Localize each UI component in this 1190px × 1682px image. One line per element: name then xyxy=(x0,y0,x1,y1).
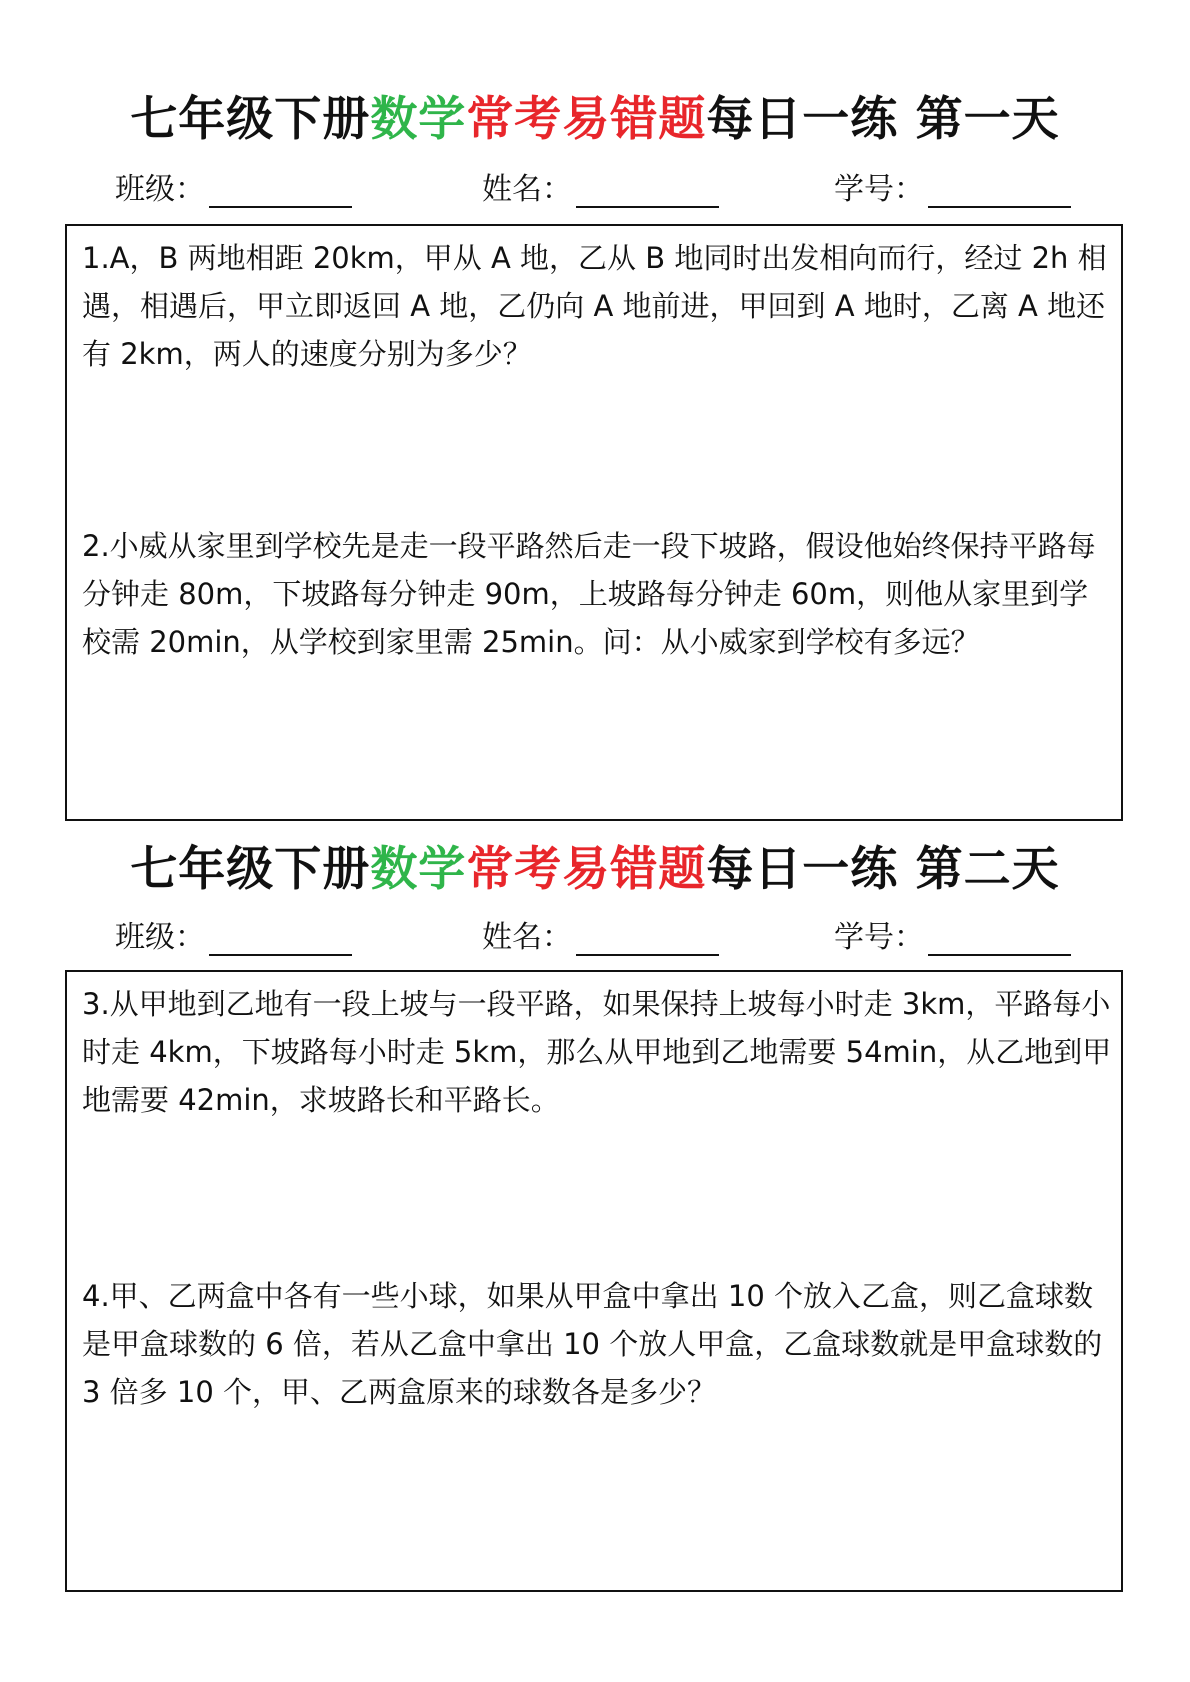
name-field xyxy=(482,916,572,960)
question-3: 3.从甲地到乙地有一段上坡与一段平路，如果保持上坡每小时走 3km，平路每小时走 4km，下坡路每小时走 5km，那么从甲地到乙地需要 54min，从乙地到甲地需要 42min，求坡路长和平路长。 xyxy=(82,987,1112,1117)
class-input-line[interactable] xyxy=(209,206,352,208)
page-title-day1 xyxy=(0,92,1190,148)
name-label: 姓名： xyxy=(482,172,572,207)
class-field xyxy=(115,916,205,960)
page-title-day2 xyxy=(0,842,1190,898)
question-box-day1 xyxy=(65,224,1123,821)
title-subject: 数学 xyxy=(370,842,467,897)
question-4: 4.甲、乙两盒中各有一些小球，如果从甲盒中拿出 10 个放入乙盒，则乙盒球数是甲盒球数的 6 倍，若从乙盒中拿出 10 个放人甲盒，乙盒球数就是甲盒球数的 3 倍多 10 个，甲、乙两盒原来的球数各是多少？ xyxy=(82,1279,1103,1409)
class-label: 班级： xyxy=(115,172,205,207)
name-input-line[interactable] xyxy=(576,954,719,956)
student-info-row-day1 xyxy=(0,168,1190,212)
title-suffix: 每日一练 第一天 xyxy=(706,92,1060,147)
title-highlight: 常考易错题 xyxy=(466,92,707,147)
title-highlight: 常考易错题 xyxy=(466,842,707,897)
student-id-field xyxy=(834,168,924,212)
student-id-label: 学号： xyxy=(834,172,924,207)
name-label: 姓名： xyxy=(482,920,572,955)
class-input-line[interactable] xyxy=(209,954,352,956)
question-2: 2.小威从家里到学校先是走一段平路然后走一段下坡路，假设他始终保持平路每分钟走 80m，下坡路每分钟走 90m，上坡路每分钟走 60m，则他从家里到学校需 20min，从学校到家里需 25min。问：从小威家到学校有多远？ xyxy=(82,529,1096,659)
student-id-input-line[interactable] xyxy=(928,206,1071,208)
student-id-label: 学号： xyxy=(834,920,924,955)
question-box-day2 xyxy=(65,970,1123,1592)
title-subject: 数学 xyxy=(370,92,467,147)
class-label: 班级： xyxy=(115,920,205,955)
student-id-input-line[interactable] xyxy=(928,954,1071,956)
name-input-line[interactable] xyxy=(576,206,719,208)
question-1: 1.A，B 两地相距 20km，甲从 A 地，乙从 B 地同时出发相向而行，经过 2h 相遇，相遇后，甲立即返回 A 地，乙仍向 A 地前进，甲回到 A 地时，乙离 A 地还有 2km，两人的速度分别为多少？ xyxy=(82,241,1107,371)
title-prefix: 七年级下册 xyxy=(130,92,371,147)
student-id-field xyxy=(834,916,924,960)
name-field xyxy=(482,168,572,212)
title-suffix: 每日一练 第二天 xyxy=(706,842,1060,897)
class-field xyxy=(115,168,205,212)
title-prefix: 七年级下册 xyxy=(130,842,371,897)
student-info-row-day2 xyxy=(0,916,1190,960)
